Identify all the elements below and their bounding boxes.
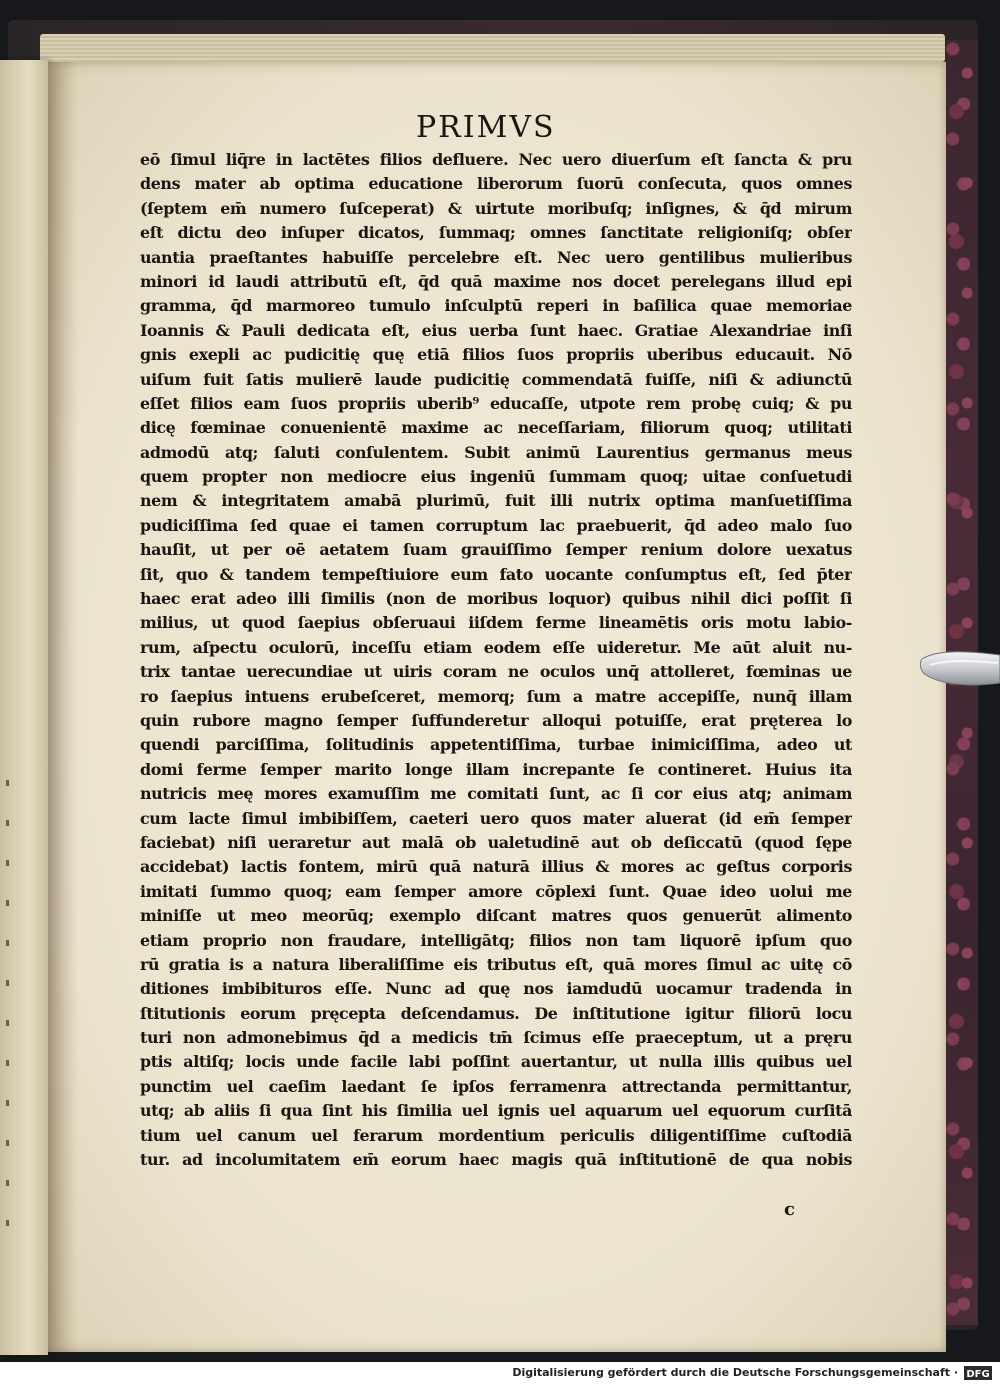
text-line: trix tantae uerecundiae ut uiris coram ne oculos unq̄ attolleret, fœminas ue [140, 662, 852, 682]
text-line: nem & integritatem amabā plurimū, fuit illi nutrix optima manſuetiſſima [140, 491, 852, 511]
text-line: quem propter non mediocre eius ingeniū ſummam quoq; uitae conſuetudi [140, 467, 852, 487]
text-line: milius, ut quod ſaepius obſeruaui iiſdem ferme lineamētis oris motu labio- [140, 613, 852, 633]
text-line: cum lacte ſimul imbibiſſem, caeteri uero quos mater aluerat (id em̄ ſemper [140, 808, 852, 828]
text-line: accidebat) lactis fontem, mirū quā naturā illius & mores ac geſtus corporis [140, 857, 852, 877]
funding-credit: Digitalisierung gefördert durch die Deutsche Forschungsgemeinschaft · [512, 1366, 958, 1379]
text-line: gramma, q̄d marmoreo tumulo inſculptū reperi in baſilica quae memoriae [140, 296, 852, 316]
text-line: ſit, quo & tandem tempeſtiuiore eum fato uocante conſumptus eſt, ſed p̄ter [140, 564, 852, 584]
text-line: nutricis meę mores examuſſim me comitati ſunt, ac ſi cor eius atq; animam [140, 784, 852, 804]
text-line: ditiones imbibituros eſſe. Nunc ad quę nos iamdudū uocamur tradenda in [140, 979, 852, 999]
text-line: gnis exepli ac pudicitię quę etiā filios ſuos propriis uberibus educauit. Nō [140, 345, 852, 365]
text-line: haec erat adeo illi ſimilis (non de moribus loquor) quibus nihil dici poſſit ſi [140, 589, 852, 609]
text-line: uantia praeſtantes habuiſſe percelebre eſt. Nec uero gentilibus mulieribus [140, 247, 852, 267]
book-page [48, 62, 946, 1352]
text-line: ptis altiſq; locis unde facile labi poſſint auertantur, ut nulla illis quibus uel [140, 1052, 852, 1072]
text-line: tur. ad incolumitatem em̄ eorum haec magis quā inſtitutionē de qua nobis [140, 1150, 852, 1170]
text-line: uiſum fuit ſatis mulierē laude pudicitię commendatā fuiſſe, niſi & adiunctū [140, 369, 852, 389]
dfg-logo-icon [964, 1366, 992, 1380]
text-line: pudiciſſima ſed quae ei tamen corruptum lac praebuerit, q̄d adeo malo ſuo [140, 515, 852, 535]
text-line: imitati ſummo quoq; eam ſemper amore cōplexi ſunt. Quae ideo uolui me [140, 881, 852, 901]
text-line: dicę fœminae conuenientē maxime ac neceſſariam, filiorum quoq; utilitati [140, 418, 852, 438]
text-line: (ſeptem em̄ numero ſuſceperat) & uirtute moribuſq; inſignes, & q̄d mirum [140, 198, 852, 218]
text-line: rum, aſpectu oculorū, inceſſu etiam eodem eſſe uideretur. Me aūt aluit nu- [140, 637, 852, 657]
text-line: domi ferme ſemper marito longe illam increpante ſe contineret. Huius ita [140, 759, 852, 779]
text-line: eſſet filios eam ſuos propriis uberib⁹ educaſſe, utpote rem probę cuiq; & pu [140, 393, 852, 413]
text-line: ſtitutionis eorum pręcepta deſcendamus. De inſtitutione igitur filiorū locu [140, 1003, 852, 1023]
facing-page-marks [6, 780, 9, 1260]
body-text [140, 148, 852, 1172]
page-block-top-edge [40, 34, 945, 64]
text-line: hauſit, ut per oē aetatem ſuam grauiſſimo ſemper renium dolore uexatus [140, 540, 852, 560]
signature-mark: c [784, 1199, 795, 1220]
text-line: miniſſe ut meo meorūq; exemplo diſcant matres quos genuerūt alimento [140, 906, 852, 926]
text-line: eō ſimul liq̄re in lactētes filios defluere. Nec uero diuerſum eſt ſancta & pru [140, 150, 852, 169]
text-line: faciebat) niſi ueraretur aut malā ob ualetudinē aut ob deſiccatū (quod ſępe [140, 832, 852, 852]
footer-bar [0, 1362, 1000, 1384]
text-line: rū gratia is a natura liberaliſſime eis tributus eſt, quā mores ſimul ac uitę cō [140, 954, 852, 974]
text-line: utq; ab aliis ſi qua ſint his ſimilia uel ignis uel aquarum uel equorum curſitā [140, 1101, 852, 1121]
text-line: quin rubore magno ſemper ſuffunderetur alloqui potuiſſe, erat pręterea lo [140, 710, 852, 730]
page-clip-icon [920, 645, 1000, 691]
text-line: Ioannis & Pauli dedicata eſt, eius uerba ſunt haec. Gratiae Alexandriae inſi [140, 320, 852, 340]
dfg-logo-text: DFG [966, 1369, 990, 1380]
running-head: PRIMVS [416, 110, 556, 145]
text-line: eſt dictu deo inſuper dicatos, ſummaq; omnes ſanctitate religioniſq; obſer [140, 223, 852, 243]
gutter-shadow [48, 62, 78, 1352]
text-line: tium uel canum uel ferarum mordentium periculis diligentiſſime cuſtodiā [140, 1125, 852, 1145]
text-line: dens mater ab optima educatione liberorum ſuorū conſecuta, quos omnes [140, 174, 852, 194]
text-line: quendi parciſſima, ſolitudinis appetentiſſima, turbae inimiciſſima, adeo ut [140, 735, 852, 755]
text-line: etiam proprio non fraudare, intelligātq; filios non tam liquorē ipſum quo [140, 930, 852, 950]
text-line: punctim uel caeſim laedant ſe ipſos ferramenra attrectanda permittantur, [140, 1076, 852, 1096]
facing-page-edge [0, 60, 48, 1355]
text-line: admodū atq; ſaluti conſulentem. Subit animū Laurentius germanus meus [140, 442, 852, 462]
text-line: ro ſaepius intuens erubeſceret, memorq; ſum a matre accepiſſe, nunq̄ illam [140, 686, 852, 706]
text-line: turi non admonebimus q̄d a medicis tm̄ ſcimus eſſe praeceptum, ut a pręru [140, 1028, 852, 1048]
text-line: minori id laudi attributū eſt, q̄d quā maxime nos docet perelegans illud epi [140, 271, 852, 291]
